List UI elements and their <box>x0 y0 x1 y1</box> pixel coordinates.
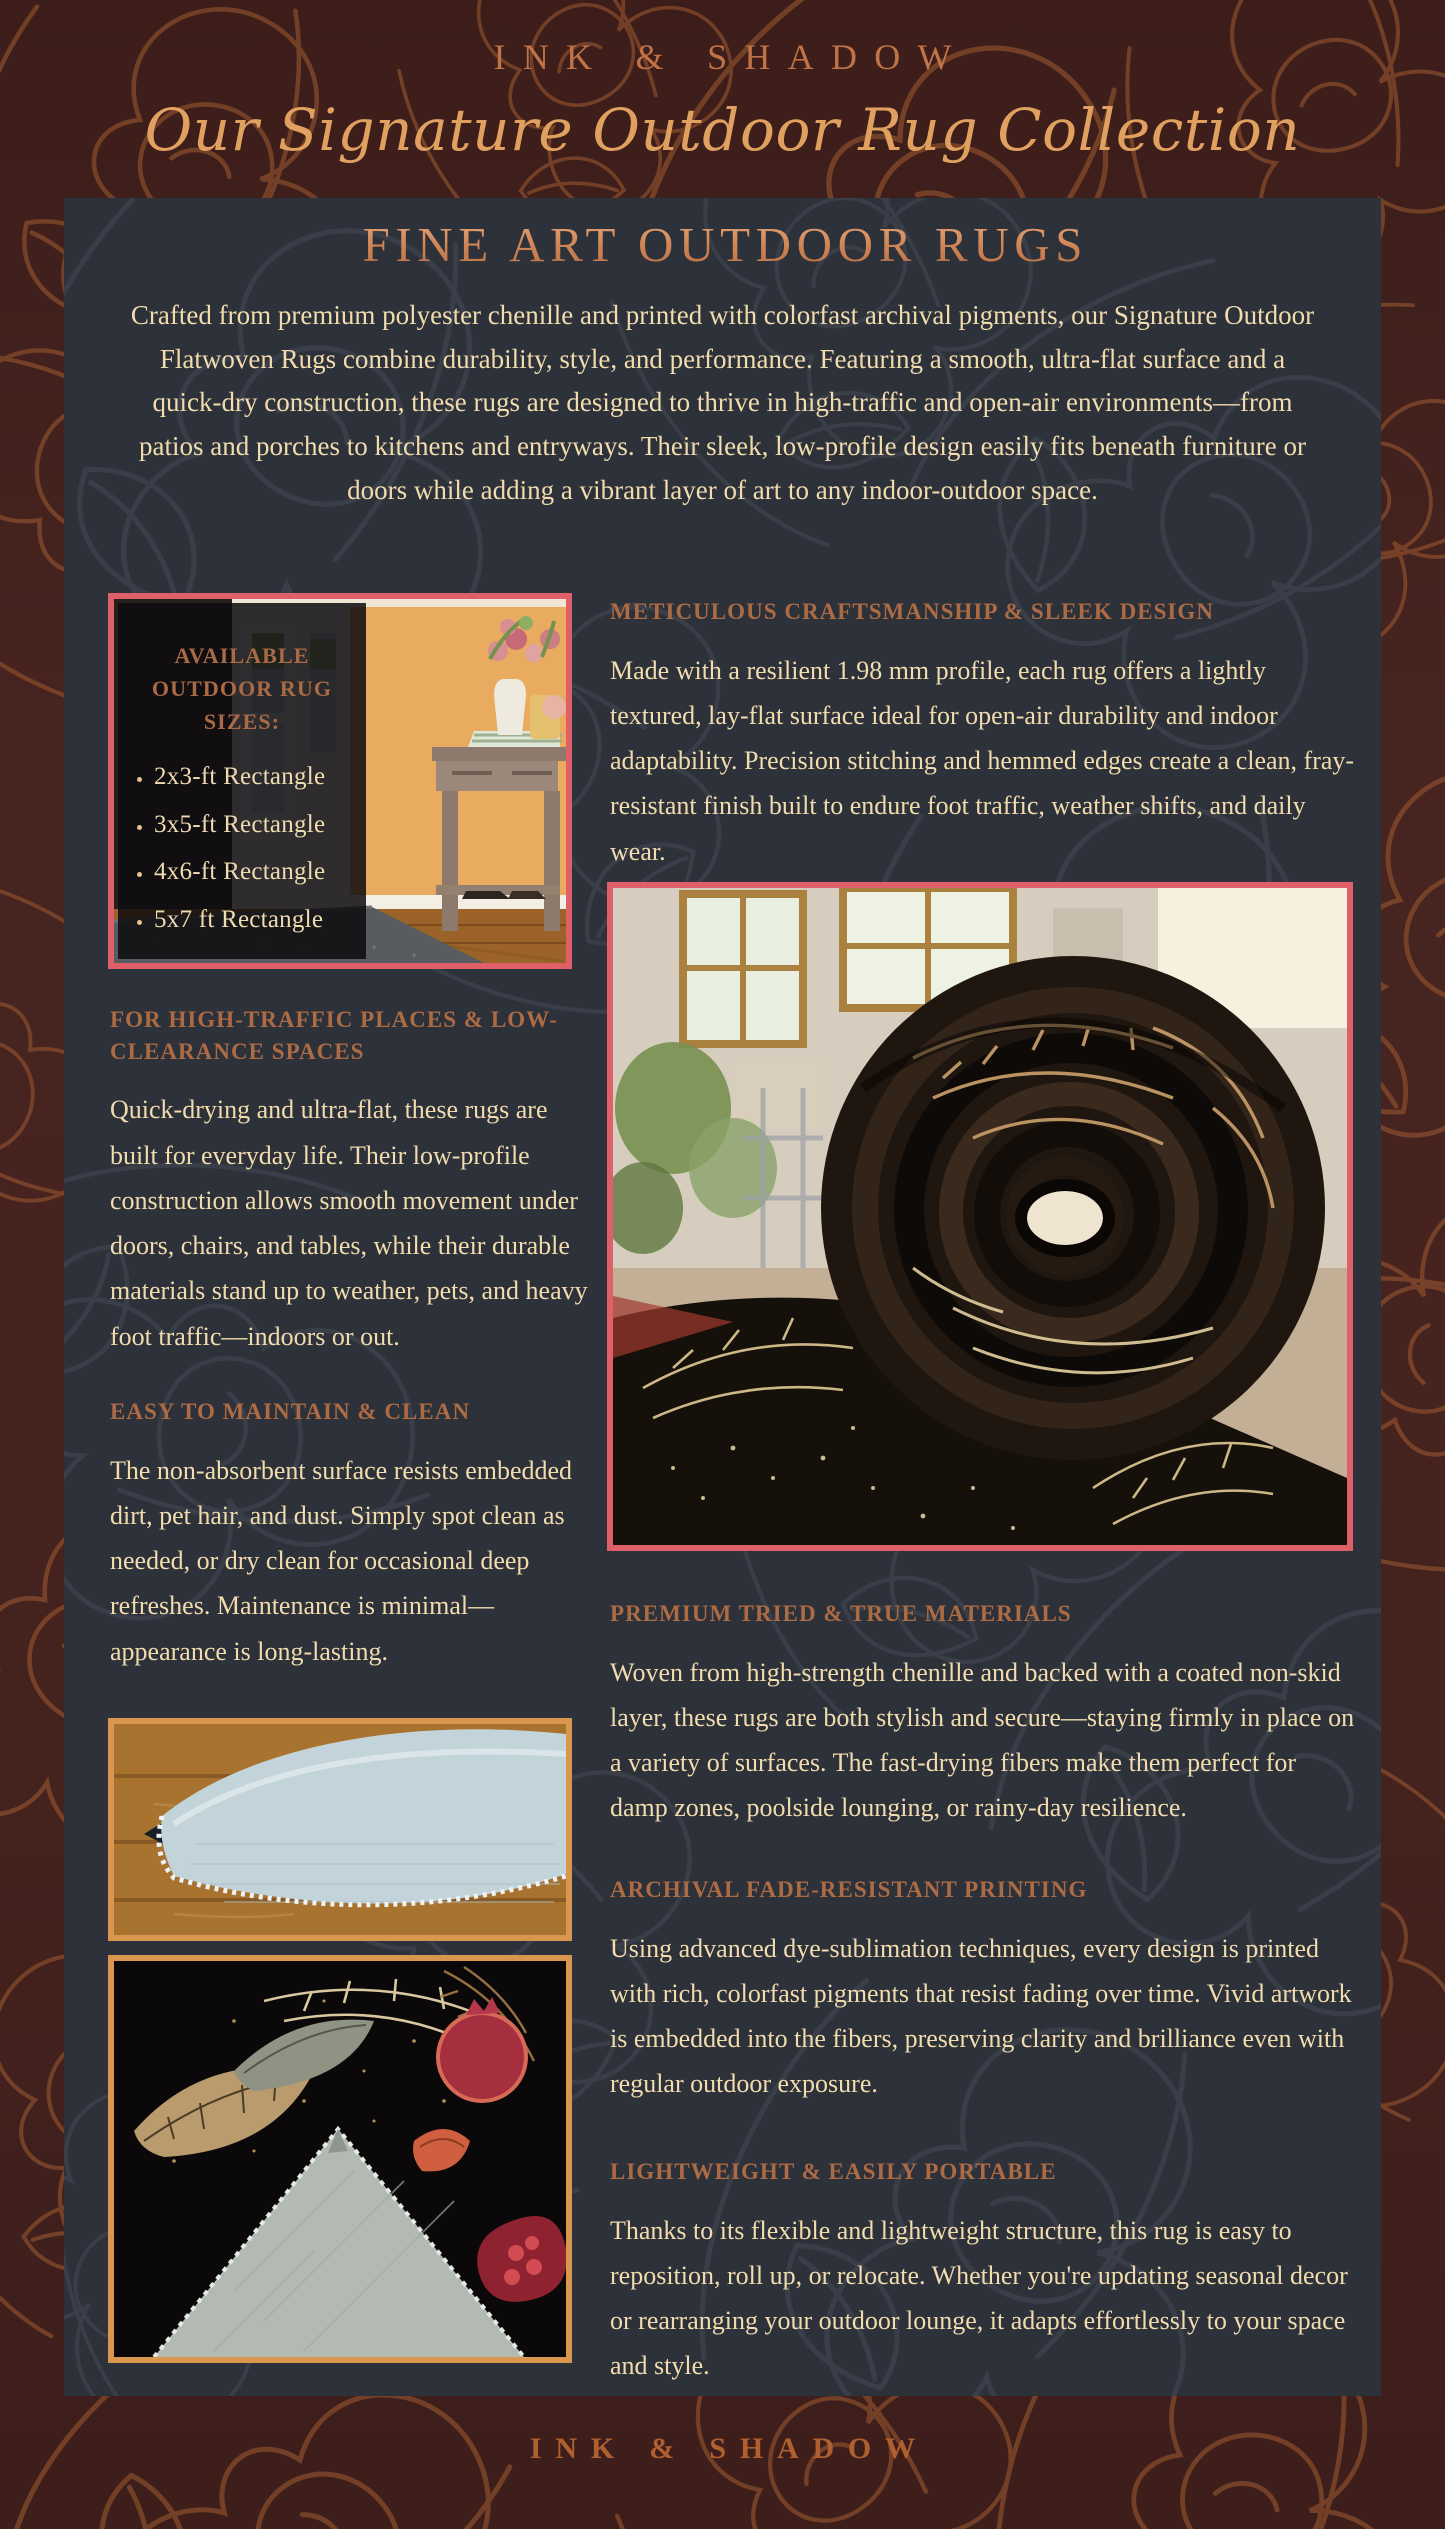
section-heading: LIGHTWEIGHT & EASILY PORTABLE <box>610 2159 1057 2184</box>
section-heading: FOR HIGH-TRAFFIC PLACES & LOW-CLEARANCE SPACES <box>110 1007 559 1064</box>
size-item: • 5x7 ft Rectangle <box>154 907 325 934</box>
sizes-heading: AVAILABLE OUTDOOR RUG SIZES: <box>151 643 333 734</box>
section-body: Using advanced dye-sublimation techniques, every design is printed with rich, colorfast pigments that resist fading over time. Vivid artwork is embedded into the fibers, preserving clarity and brilliance even with regular outdoor exposure. <box>610 1933 1352 2099</box>
page-title: FINE ART OUTDOOR RUGS <box>64 216 1381 273</box>
section-high-traffic <box>110 1004 594 1359</box>
section-body: Made with a resilient 1.98 mm profile, each rug offers a lightly textured, lay-flat surface ideal for open-air durability and indoor adaptability. Precision stitching and hemmed edges create a clean, fray-resistant finish built to endure foot traffic, weather shifts, and daily wear. <box>610 655 1355 866</box>
section-heading: PREMIUM TRIED & TRUE MATERIALS <box>610 1601 1072 1626</box>
section-body: Thanks to its flexible and lightweight structure, this rug is easy to reposition, roll up, or relocate. Whether you're updating seasonal decor or rearranging your outdoor lounge, it adapts effortlessly to your space and style. <box>610 2215 1348 2381</box>
section-portable <box>610 2156 1356 2389</box>
intro-paragraph: Crafted from premium polyester chenille and printed with colorfast archival pigments, our Signature Outdoor Flatwoven Rugs combine durability, style, and performance. Featuring a smooth, ultra-flat surface and a quick-dry construction, these rugs are designed to thrive in high-traffic and open-air environments—from patios and porches to kitchens and entryways. Their sleek, low-profile design easily fits beneath furniture or doors while adding a vibrant layer of art to any indoor-outdoor space. <box>130 300 1315 505</box>
section-heading: METICULOUS CRAFTSMANSHIP & SLEEK DESIGN <box>610 599 1214 624</box>
folded-rug-figure <box>108 1718 572 1941</box>
corner-rug-figure <box>108 1955 572 2363</box>
collection-subtitle: Our Signature Outdoor Rug Collection <box>144 96 1301 164</box>
section-heading: EASY TO MAINTAIN & CLEAN <box>110 1399 471 1424</box>
section-maintain <box>110 1396 594 1674</box>
section-body: Woven from high-strength chenille and backed with a coated non-skid layer, these rugs are both stylish and secure—staying firmly in place on a variety of surfaces. The fast-drying fibers make them perfect for damp zones, poolside lounging, or rainy-day resilience. <box>610 1657 1355 1823</box>
folded-rug-backing-photo <box>114 1724 566 1935</box>
footer-brand: INK & SHADOW <box>529 2432 929 2465</box>
section-craftsmanship <box>610 596 1356 874</box>
size-item: • 2x3-ft Rectangle <box>154 764 325 791</box>
sizes-list <box>118 764 325 954</box>
rug-corner-backing-photo <box>114 1961 566 2357</box>
rolled-rug-photo <box>613 888 1347 1545</box>
section-printing <box>610 1874 1356 2107</box>
size-item: • 4x6-ft Rectangle <box>154 859 325 886</box>
rug-sizes-figure <box>108 593 572 969</box>
section-heading: ARCHIVAL FADE-RESISTANT PRINTING <box>610 1877 1088 1902</box>
sizes-overlay-card <box>118 603 366 959</box>
content-panel <box>64 198 1381 2396</box>
section-materials <box>610 1598 1356 1831</box>
section-body: The non-absorbent surface resists embedded dirt, pet hair, and dust. Simply spot clean as needed, or dry clean for occasional deep refreshes. Maintenance is minimal—appearance is long-lasting. <box>110 1455 573 1666</box>
size-item: • 3x5-ft Rectangle <box>154 812 325 839</box>
section-body: Quick-drying and ultra-flat, these rugs are built for everyday life. Their low-profile construction allows smooth movement under doors, chairs, and tables, while their durable materials stand up to weather, pets, and heavy foot traffic—indoors or out. <box>110 1095 588 1351</box>
brand-title: INK & SHADOW <box>493 37 969 77</box>
rolled-rug-figure <box>607 882 1353 1551</box>
